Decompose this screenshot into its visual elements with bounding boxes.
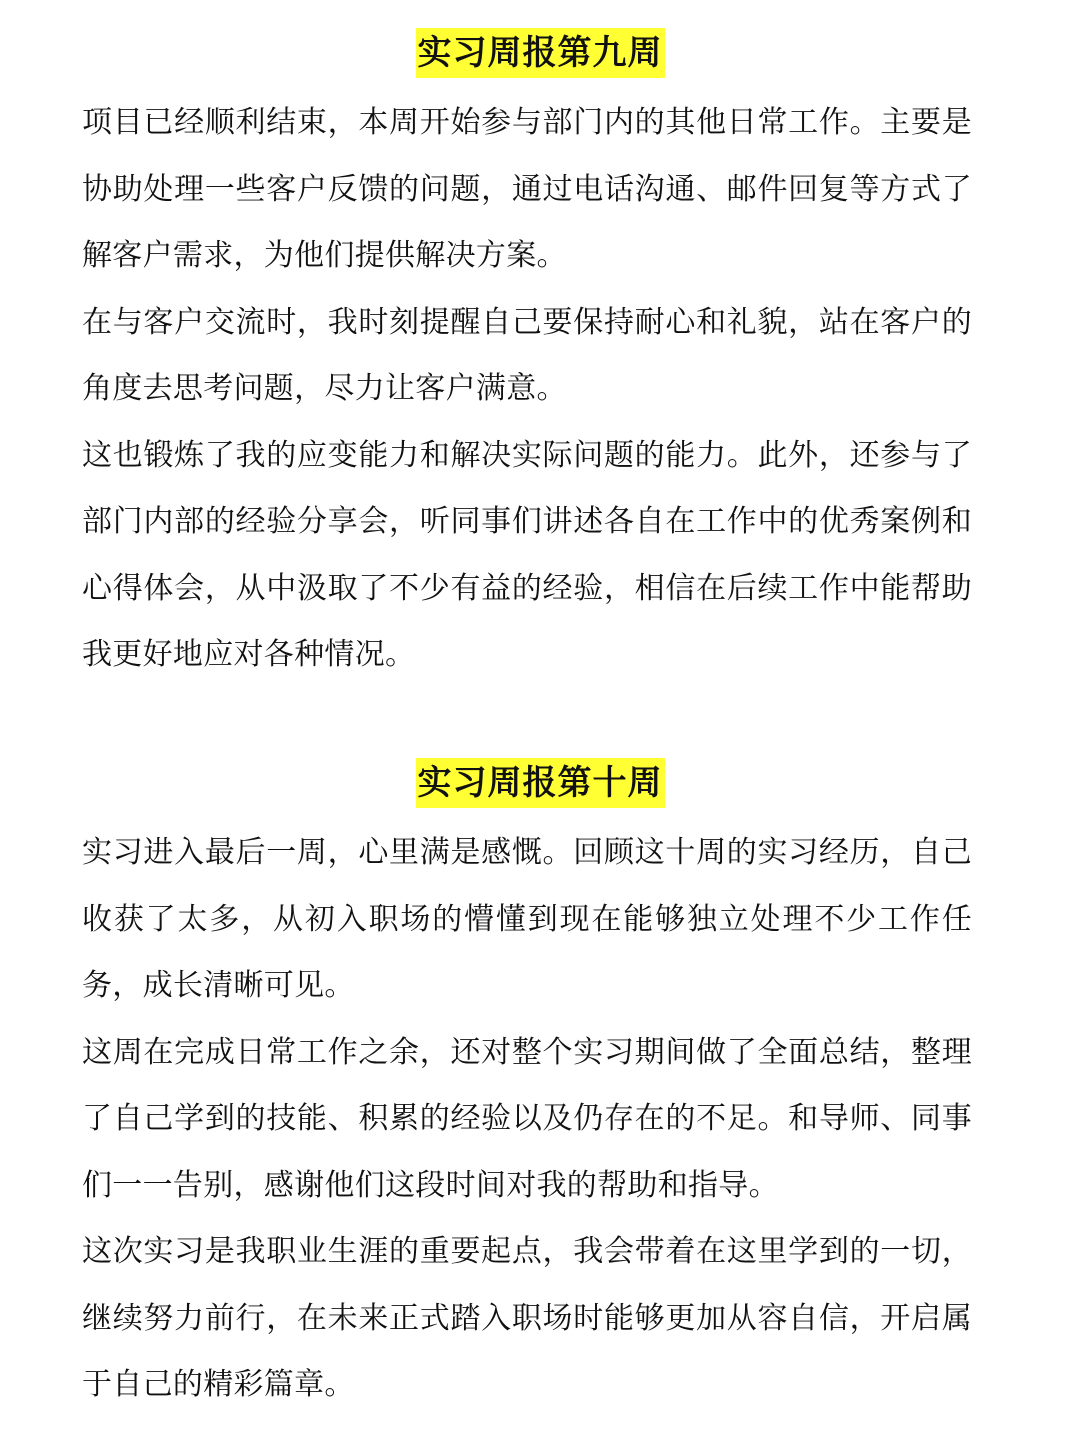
week-9-paragraph-3: 这也锻炼了我的应变能力和解决实际问题的能力。此外，还参与了部门内部的经验分享会，听同事们讲述各自在工作中的优秀案例和心得体会，从中汲取了不少有益的经验，相信在后续工作中能帮助我更好地应对各种情况。 — [82, 437, 972, 672]
week-10-paragraph-2: 这周在完成日常工作之余，还对整个实习期间做了全面总结，整理了自己学到的技能、积累的经验以及仍存在的不足。和导师、同事们一一告别，感谢他们这段时间对我的帮助和指导。 — [82, 1034, 972, 1203]
week-9-title: 实习周报第九周 — [416, 28, 665, 78]
week-10-title-wrap — [0, 758, 1080, 814]
week-9-title-wrap — [0, 28, 1080, 84]
week-10-title: 实习周报第十周 — [416, 758, 665, 808]
week-10-section — [0, 758, 1080, 1419]
week-9-paragraph-1: 项目已经顺利结束，本周开始参与部门内的其他日常工作。主要是协助处理一些客户反馈的问题，通过电话沟通、邮件回复等方式了解客户需求，为他们提供解决方案。 — [82, 105, 972, 273]
week-9-section — [0, 28, 1080, 689]
week-9-paragraph-2: 在与客户交流时，我时刻提醒自己要保持耐心和礼貌，站在客户的角度去思考问题，尽力让客户满意。 — [82, 304, 972, 406]
week-10-paragraph-1: 实习进入最后一周，心里满是感慨。回顾这十周的实习经历，自己收获了太多，从初入职场的懵懂到现在能够独立处理不少工作任务，成长清晰可见。 — [82, 835, 972, 1003]
week-10-paragraph-3: 这次实习是我职业生涯的重要起点，我会带着在这里学到的一切，继续努力前行，在未来正式踏入职场时能够更加从容自信，开启属于自己的精彩篇章。 — [82, 1234, 972, 1402]
